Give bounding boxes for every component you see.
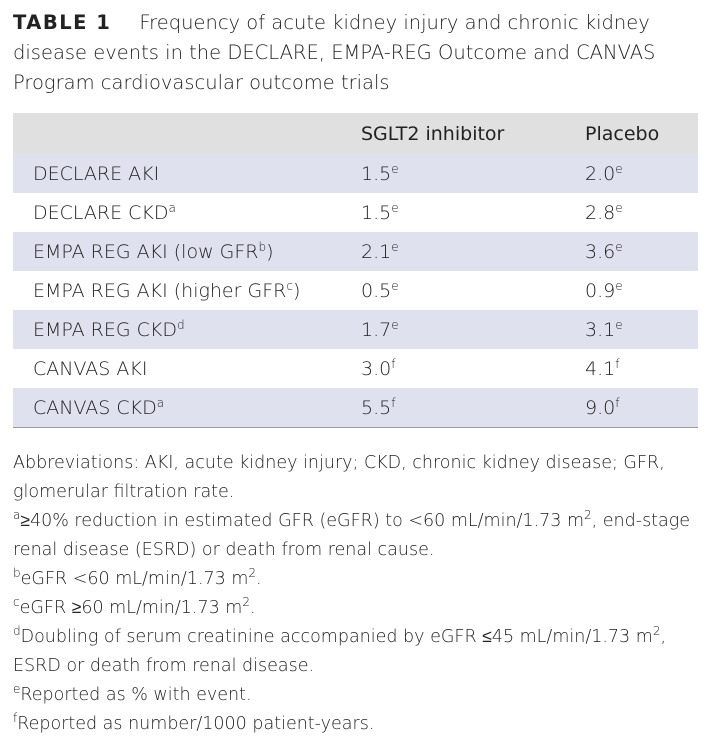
footnote-a bbox=[13, 507, 703, 565]
footnote-ref: b bbox=[258, 239, 267, 254]
footnote-abbreviations: Abbreviations: AKI, acute kidney injury; CKD, chronic kidney disease; GFR, glomerular filtration rate. bbox=[13, 453, 665, 502]
column-header-outcome bbox=[13, 113, 361, 154]
cell-outcome bbox=[13, 154, 361, 193]
outcome-label: DECLARE CKD bbox=[33, 201, 169, 224]
outcome-label: DECLARE AKI bbox=[33, 162, 160, 185]
table-row bbox=[13, 232, 698, 271]
footnote-ref: f bbox=[391, 356, 396, 371]
footnote-d bbox=[13, 623, 703, 681]
footnote-ref: a bbox=[156, 395, 165, 410]
footnote-mark: d bbox=[13, 624, 21, 638]
sglt2-value: 1.5 bbox=[361, 162, 392, 185]
cell-sglt2 bbox=[361, 388, 585, 428]
superscript: 2 bbox=[248, 566, 257, 580]
table-body bbox=[13, 154, 698, 428]
footnote-b bbox=[13, 565, 703, 594]
footnote-text: ≥40% reduction in estimated GFR (eGFR) to <60 mL/min/1.73 m bbox=[20, 511, 585, 531]
cell-placebo bbox=[585, 310, 698, 349]
footnote-f bbox=[13, 710, 703, 739]
table-row bbox=[13, 154, 698, 193]
footnote-ref: e bbox=[391, 161, 399, 176]
superscript: 2 bbox=[652, 624, 661, 638]
footnote-mark: b bbox=[13, 566, 21, 580]
outcome-label: EMPA REG AKI (higher GFR bbox=[33, 279, 287, 302]
footnote-ref: f bbox=[615, 356, 620, 371]
sglt2-value: 3.0 bbox=[361, 357, 392, 380]
data-table bbox=[13, 113, 698, 428]
placebo-value: 3.6 bbox=[585, 240, 616, 263]
footnote-text: eGFR <60 mL/min/1.73 m bbox=[20, 569, 249, 589]
sglt2-value: 1.5 bbox=[361, 201, 392, 224]
cell-sglt2 bbox=[361, 349, 585, 388]
data-table-container bbox=[13, 113, 698, 428]
placebo-value: 4.1 bbox=[585, 357, 616, 380]
footnote-mark: e bbox=[13, 682, 21, 696]
footnote-ref: e bbox=[615, 317, 623, 332]
footnote-tail: , ESRD or death from renal disease. bbox=[13, 627, 667, 676]
sglt2-value: 2.1 bbox=[361, 240, 392, 263]
column-header-sglt2: SGLT2 inhibitor bbox=[361, 122, 505, 145]
footnote-ref: e bbox=[615, 239, 623, 254]
cell-outcome bbox=[13, 310, 361, 349]
cell-placebo bbox=[585, 193, 698, 232]
cell-outcome bbox=[13, 388, 361, 428]
cell-sglt2 bbox=[361, 271, 585, 310]
footnote-ref: e bbox=[615, 200, 623, 215]
footnote-ref: a bbox=[168, 200, 176, 215]
table-footnotes bbox=[13, 449, 703, 739]
placebo-value: 2.8 bbox=[585, 201, 616, 224]
sglt2-value: 5.5 bbox=[361, 396, 392, 419]
cell-placebo bbox=[585, 349, 698, 388]
placebo-value: 9.0 bbox=[585, 396, 616, 419]
outcome-label-tail: ) bbox=[266, 240, 274, 263]
cell-outcome bbox=[13, 193, 361, 232]
placebo-value: 3.1 bbox=[585, 318, 616, 341]
cell-placebo bbox=[585, 232, 698, 271]
footnote-ref: c bbox=[286, 278, 293, 293]
outcome-label-tail: ) bbox=[292, 279, 301, 302]
superscript: 2 bbox=[584, 508, 592, 522]
outcome-label: CANVAS AKI bbox=[33, 357, 148, 380]
placebo-value: 2.0 bbox=[585, 162, 616, 185]
outcome-label: EMPA REG AKI (low GFR bbox=[33, 240, 259, 263]
footnote-ref: e bbox=[391, 317, 399, 332]
column-header-placebo: Placebo bbox=[585, 122, 660, 145]
footnote-text: Doubling of serum creatinine accompanied by eGFR ≤45 mL/min/1.73 m bbox=[20, 627, 653, 647]
outcome-label: CANVAS CKD bbox=[33, 396, 157, 419]
sglt2-value: 0.5 bbox=[361, 279, 392, 302]
cell-sglt2 bbox=[361, 310, 585, 349]
cell-placebo bbox=[585, 154, 698, 193]
cell-placebo bbox=[585, 271, 698, 310]
footnote-ref: d bbox=[177, 317, 185, 332]
footnote-tail: , end-stage renal disease (ESRD) or death from renal cause. bbox=[13, 511, 691, 560]
footnote-tail: . bbox=[256, 569, 262, 589]
superscript: 2 bbox=[242, 595, 250, 609]
placebo-value: 0.9 bbox=[585, 279, 616, 302]
cell-outcome bbox=[13, 349, 361, 388]
cell-outcome bbox=[13, 232, 361, 271]
cell-sglt2 bbox=[361, 193, 585, 232]
footnote-text: Reported as number/1000 patient-years. bbox=[17, 714, 375, 734]
table-row bbox=[13, 349, 698, 388]
cell-outcome bbox=[13, 271, 361, 310]
footnote-ref: f bbox=[615, 395, 620, 410]
table-row bbox=[13, 271, 698, 310]
table-row bbox=[13, 388, 698, 428]
sglt2-value: 1.7 bbox=[361, 318, 392, 341]
table-label: TABLE 1 bbox=[13, 11, 112, 34]
footnote-c bbox=[13, 594, 703, 623]
cell-placebo bbox=[585, 388, 698, 428]
table-row bbox=[13, 310, 698, 349]
footnote-tail: . bbox=[249, 598, 256, 618]
cell-sglt2 bbox=[361, 232, 585, 271]
footnote-ref: e bbox=[391, 200, 399, 215]
footnote-ref: e bbox=[615, 278, 623, 293]
footnote-ref: f bbox=[391, 395, 396, 410]
footnote-mark: f bbox=[13, 711, 18, 725]
table-header-row bbox=[13, 113, 698, 154]
table-title: Frequency of acute kidney injury and chronic kidney disease events in the DECLARE, EMPA-REG Outcome and CANVAS Program cardiovascular outcome trials bbox=[13, 11, 656, 94]
footnote-ref: e bbox=[391, 278, 399, 293]
footnote-ref: e bbox=[391, 239, 399, 254]
cell-sglt2 bbox=[361, 154, 585, 193]
outcome-label: EMPA REG CKD bbox=[33, 318, 178, 341]
footnote-mark: a bbox=[13, 508, 21, 522]
footnote-text: eGFR ≥60 mL/min/1.73 m bbox=[19, 598, 243, 618]
table-row bbox=[13, 193, 698, 232]
footnote-mark: c bbox=[13, 595, 20, 609]
footnote-text: Reported as % with event. bbox=[20, 685, 252, 705]
footnote-ref: e bbox=[615, 161, 623, 176]
footnote-e bbox=[13, 681, 703, 710]
table-caption bbox=[13, 8, 703, 98]
